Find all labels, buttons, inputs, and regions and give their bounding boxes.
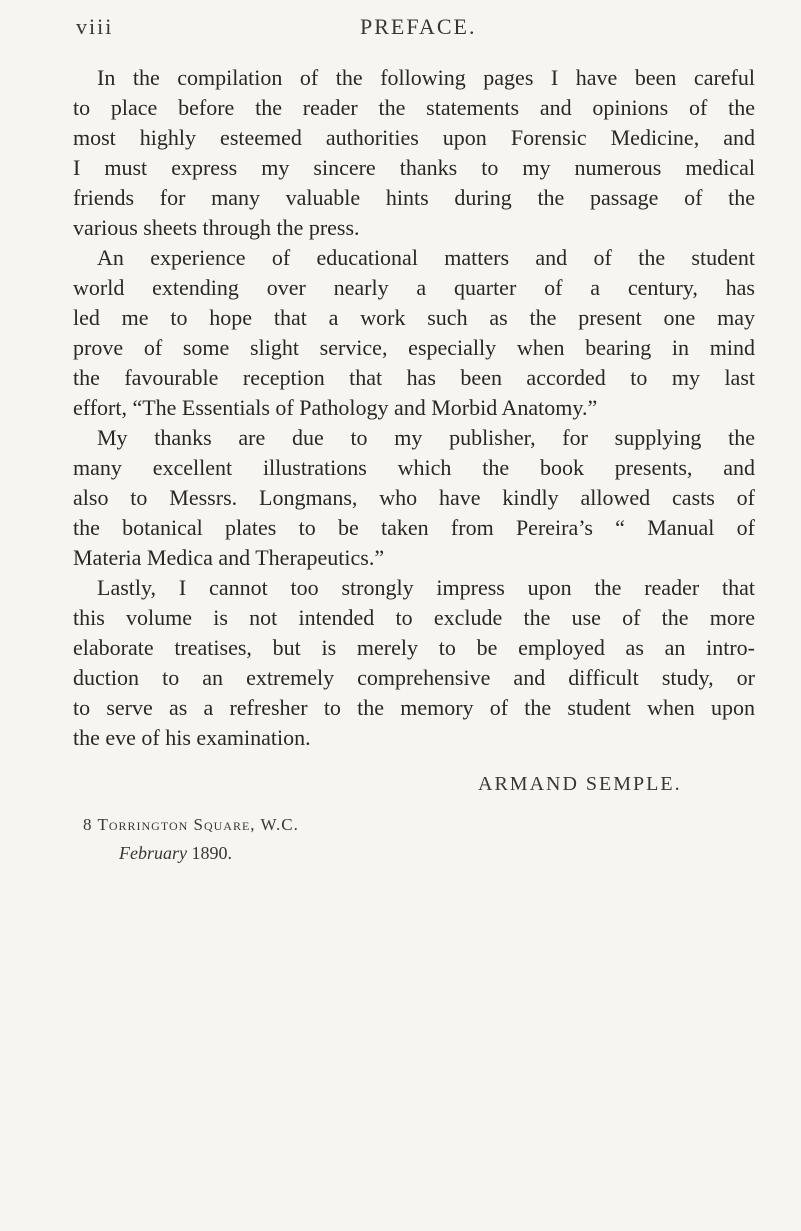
page-number: viii [76, 14, 114, 39]
text-line: An experience of educational matters and of the student [97, 245, 755, 270]
page-title: PREFACE. [360, 14, 477, 39]
text-line: led me to hope that a work such as the present one may [73, 305, 755, 330]
text-line: also to Messrs. Longmans, who have kindly allowed casts of [73, 485, 755, 510]
text-line: the favourable reception that has been accorded to my last [73, 365, 755, 390]
text-line: this volume is not intended to exclude the use of the more [73, 605, 755, 630]
date-year: 1890. [186, 843, 232, 863]
text-line: various sheets through the press. [73, 215, 360, 240]
text-line: Lastly, I cannot too strongly impress upon the reader that [97, 575, 755, 600]
text-line: to place before the reader the statements and opinions of the [73, 95, 755, 120]
text-line: many excellent illustrations which the book presents, and [73, 455, 755, 480]
text-line: duction to an extremely comprehensive and difficult study, or [73, 665, 755, 690]
preface-body [73, 63, 755, 753]
text-line: prove of some slight service, especially when bearing in mind [73, 335, 755, 360]
text-line: Materia Medica and Therapeutics.” [73, 545, 385, 570]
author-address: 8 Torrington Square, W.C. [83, 815, 299, 834]
text-line: friends for many valuable hints during the passage of the [73, 185, 755, 210]
text-line: effort, “The Essentials of Pathology and Morbid Anatomy.” [73, 395, 598, 420]
preface-date [119, 843, 232, 864]
text-line: I must express my sincere thanks to my numerous medical [73, 155, 755, 180]
text-line: the botanical plates to be taken from Pereira’s “ Manual of [73, 515, 755, 540]
text-line: elaborate treatises, but is merely to be employed as an intro- [73, 635, 755, 660]
author-signature: ARMAND SEMPLE. [478, 773, 682, 795]
text-line: My thanks are due to my publisher, for supplying the [97, 425, 755, 450]
date-month: February [119, 843, 187, 863]
text-line: to serve as a refresher to the memory of the student when upon [73, 695, 755, 720]
text-line: most highly esteemed authorities upon Forensic Medicine, and [73, 125, 755, 150]
text-line: In the compilation of the following pages I have been careful [97, 65, 755, 90]
running-head [76, 14, 756, 48]
text-line: the eve of his examination. [73, 725, 311, 750]
text-line: world extending over nearly a quarter of a century, has [73, 275, 755, 300]
